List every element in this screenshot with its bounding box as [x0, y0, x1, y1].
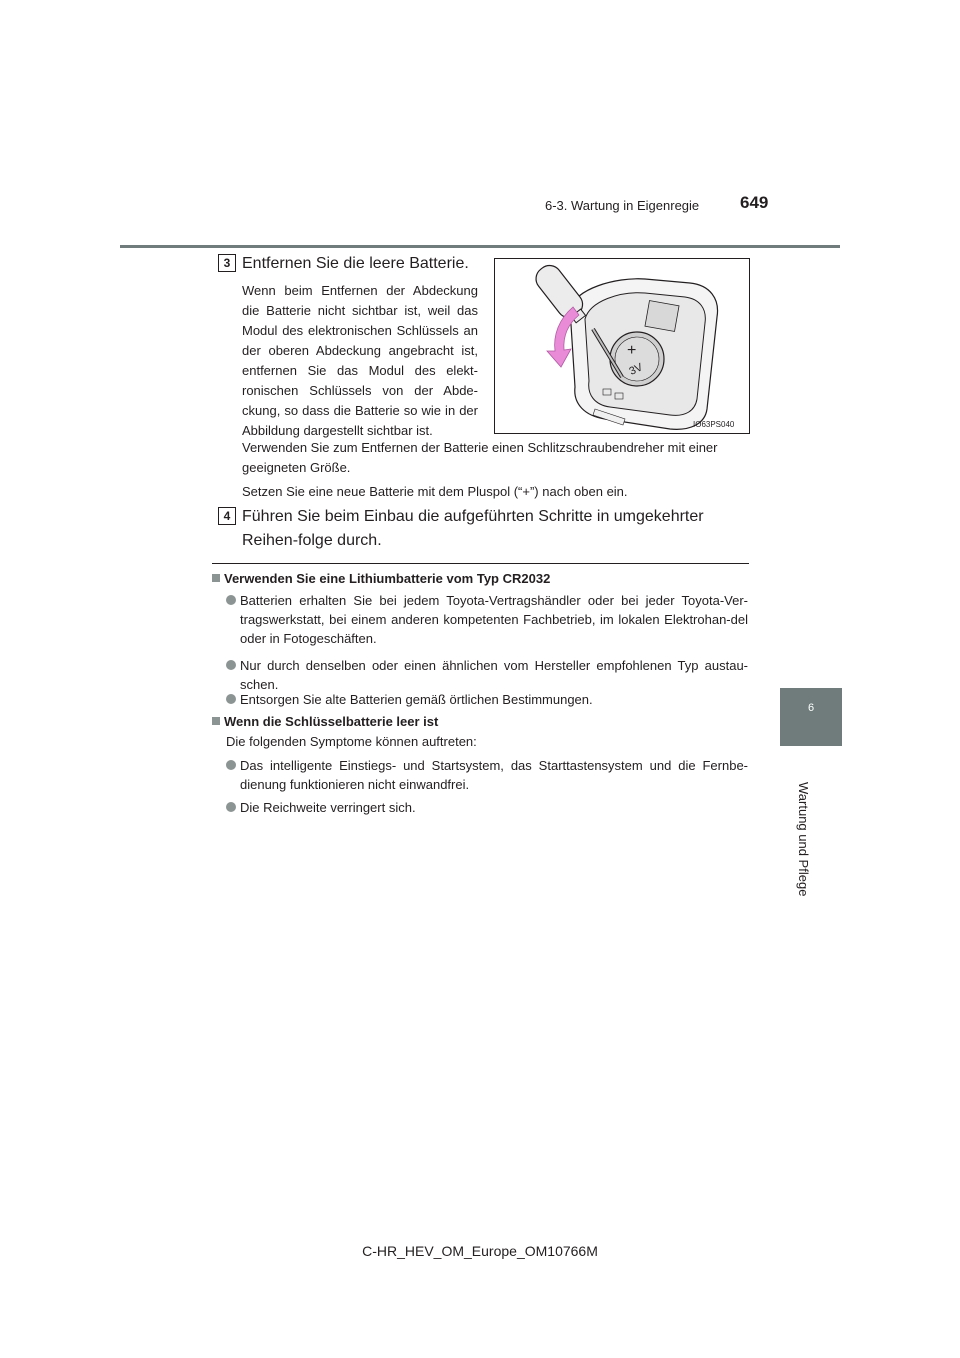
list-item: Nur durch denselben oder einen ähnlichen vom Hersteller empfohlenen Typ austau-schen. [226, 656, 748, 694]
document-id: C-HR_HEV_OM_Europe_OM10766M [362, 1243, 598, 1259]
square-bullet-icon [212, 574, 220, 582]
bullet-dot-icon [226, 802, 236, 812]
header-divider [120, 245, 840, 248]
page-number: 649 [740, 193, 769, 212]
key-battery-drawing [495, 259, 749, 433]
step-3-description: Wenn beim Entfernen der Abdeckung die Batterie nicht sichtbar ist, weil das Modul des elektronischen Schlüssels an der oberen Abdeckung angebracht ist, entfernen Sie das Modul des elekt-ronischen Schlüssels von der Abde-ckung, so dass die Batterie so wie in der Abbildung dargestellt sichtbar ist. [242, 283, 478, 438]
chapter-number: 6 [807, 702, 815, 714]
list-item: Das intelligente Einstiegs- und Startsystem, das Starttastensystem und die Fernbe-dienung funktionieren nicht einwandfrei. [226, 756, 748, 794]
list-item: Entsorgen Sie alte Batterien gemäß örtlichen Bestimmungen. [226, 690, 748, 709]
square-bullet-icon [212, 717, 220, 725]
step-3-marker: 3 [218, 254, 236, 272]
section-title: 6-3. Wartung in Eigenregie [545, 198, 700, 213]
section-empty-battery-intro: Die folgenden Symptome können auftreten: [226, 734, 477, 749]
chapter-tab [780, 688, 842, 746]
list-item: Batterien erhalten Sie bei jedem Toyota-Vertragshändler oder bei jeder Toyota-Ver-tragswerkstatt, bei einem anderen kompetenten Fachbetrieb, im lokalen Elektrohan-del oder in Fotogeschäften. [226, 591, 748, 648]
key-battery-illustration [494, 258, 750, 434]
step-3-note-tool: Verwenden Sie zum Entfernen der Batterie einen Schlitzschraubendreher mit einer geeigneten Größe. [242, 440, 718, 475]
battery-plus-sign: + [627, 342, 637, 359]
section-empty-battery-heading: Wenn die Schlüsselbatterie leer ist [212, 714, 438, 729]
chapter-label: Wartung und Pflege [796, 782, 811, 897]
battery-voltage-label: 3V [627, 361, 645, 378]
bullet-dot-icon [226, 694, 236, 704]
section-divider [212, 563, 749, 564]
step-3-note-polarity: Setzen Sie eine neue Batterie mit dem Pluspol (“+”) nach oben ein. [242, 484, 628, 499]
bullet-dot-icon [226, 595, 236, 605]
bullet-dot-icon [226, 660, 236, 670]
step-4-marker: 4 [218, 507, 236, 525]
section-battery-type-heading: Verwenden Sie eine Lithiumbatterie vom Typ CR2032 [212, 571, 550, 586]
bullet-dot-icon [226, 760, 236, 770]
step-3-title: Entfernen Sie die leere Batterie. [242, 255, 469, 272]
figure-code: IO63PS040 [693, 420, 735, 429]
list-item: Die Reichweite verringert sich. [226, 798, 748, 817]
step-4-title: Führen Sie beim Einbau die aufgeführten Schritte in umgekehrter Reihen-folge durch. [242, 508, 704, 549]
